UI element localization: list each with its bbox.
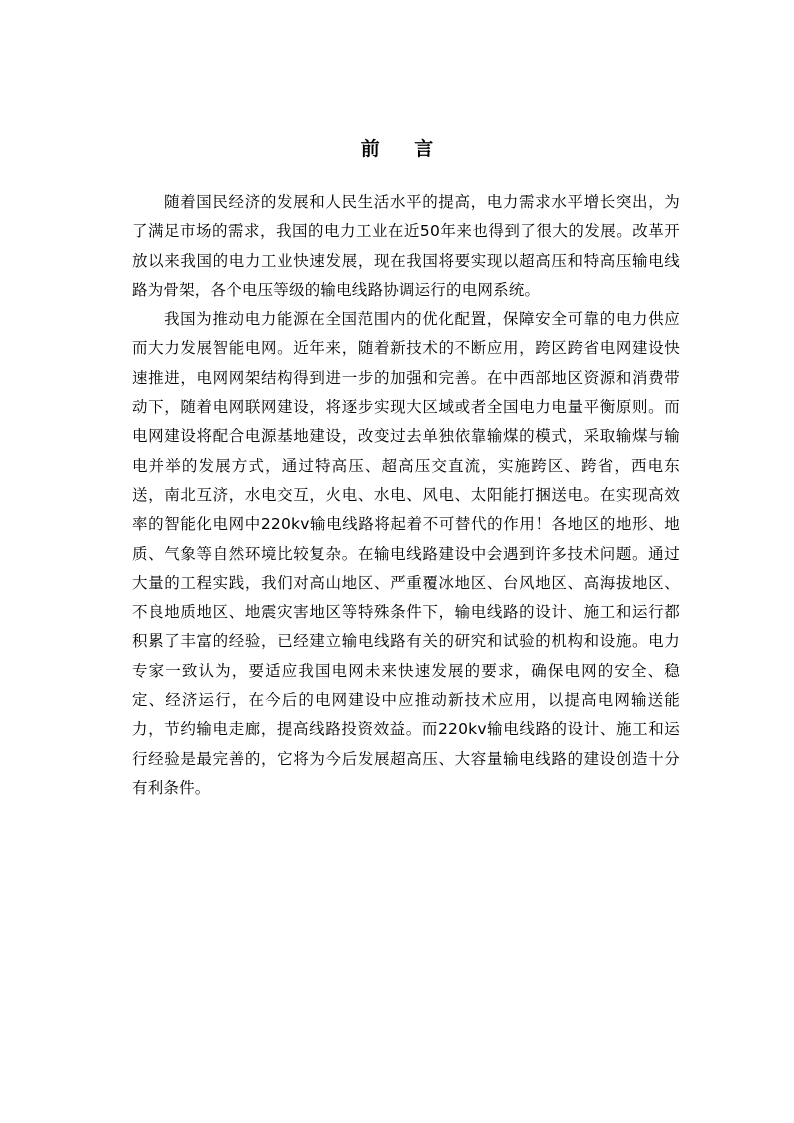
document-body xyxy=(132,188,680,803)
paragraph: 随着国民经济的发展和人民生活水平的提高，电力需求水平增长突出，为了满足市场的需求，我国的电力工业在近50年来也得到了很大的发展。改革开放以来我国的电力工业快速发展，现在我国将要实现以超高压和特高压输电线路为骨架，各个电压等级的输电线路协调运行的电网系统。 xyxy=(132,193,680,299)
paragraph: 我国为推动电力能源在全国范围内的优化配置，保障安全可靠的电力供应而大力发展智能电网。近年来，随着新技术的不断应用，跨区跨省电网建设快速推进，电网网架结构得到进一步的加强和完善。在中西部地区资源和消费带动下，随着电网联网建设，将逐步实现大区域或者全国电力电量平衡原则。而电网建设将配合电源基地建设，改变过去单独依靠输煤的模式，采取输煤与输电并举的发展方式，通过特高压、超高压交直流，实施跨区、跨省，西电东送，南北互济，水电交互，火电、水电、风电、太阳能打捆送电。在实现高效率的智能化电网中220kv输电线路将起着不可替代的作用！各地区的地形、地质、气象等自然环境比较复杂。在输电线路建设中会遇到许多技术问题。通过大量的工程实践，我们对高山地区、严重覆冰地区、台风地区、高海拔地区、不良地质地区、地震灾害地区等特殊条件下，输电线路的设计、施工和运行都积累了丰富的经验，已经建立输电线路有关的研究和试验的机构和设施。电力专家一致认为，要适应我国电网未来快速发展的要求，确保电网的安全、稳定、经济运行，在今后的电网建设中应推动新技术应用，以提高电网输送能力，节约输电走廊，提高线路投资效益。而220kv输电线路的设计、施工和运行经验是最完善的，它将为今后发展超高压、大容量输电线路的建设创造十分有利条件。 xyxy=(132,310,680,797)
page-title: 前 言 xyxy=(360,138,448,160)
